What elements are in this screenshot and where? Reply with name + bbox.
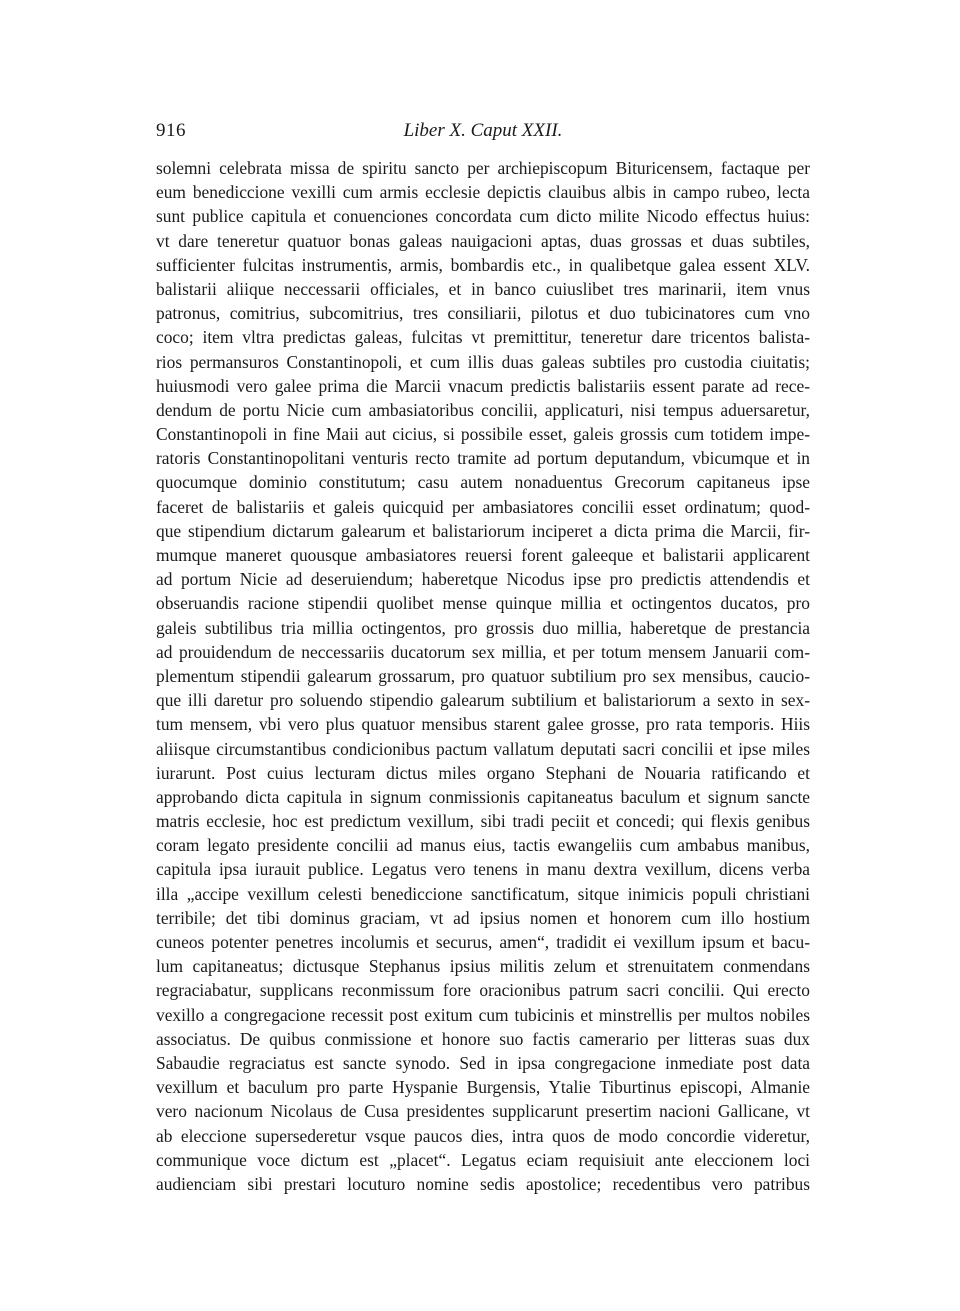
text-line: huiusmodi vero galee prima die Marcii vnacum predictis balistariis essent parate ad rece-: [156, 375, 810, 396]
text-line: patronus, comitrius, subcomitrius, tres consiliarii, pilotus et duo tubicinatores cum vno: [156, 303, 810, 324]
text-line: ratoris Constantinopolitani venturis recto tramite ad portum deputandum, vbicumque et in: [156, 448, 810, 469]
text-line: eum benediccione vexilli cum armis ecclesie depictis clauibus albis in campo rubeo, lecta: [156, 182, 810, 203]
text-line: que illi daretur pro soluendo stipendio galearum subtilium et balistariorum a sexto in sex-: [156, 690, 810, 711]
text-line: sunt publice capitula et conuenciones concordata cum dicto milite Nicodo effectus huius:: [156, 206, 810, 227]
text-line: aliisque circumstantibus condicionibus pactum vallatum deputati sacri concilii et ipse miles: [156, 738, 810, 759]
text-line: vt dare teneretur quatuor bonas galeas nauigacioni aptas, duas grossas et duas subtiles,: [156, 230, 810, 251]
text-line: rios permansuros Constantinopoli, et cum illis duas galeas subtiles pro custodia ciuitatis;: [156, 351, 810, 372]
text-line: sufficienter fulcitas instrumentis, armis, bombardis etc., in qualibetque galea essent XLV.: [156, 254, 810, 275]
text-line: terribile; det tibi dominus graciam, vt ad ipsius nomen et honorem cum illo hostium: [156, 907, 810, 928]
text-line: Sabaudie regraciatus est sancte synodo. Sed in ipsa congregacione inmediate post data: [156, 1052, 810, 1073]
text-line: que stipendium dictarum galearum et balistariorum inciperet a dicta prima die Marcii, fir-: [156, 520, 810, 541]
text-line: vexillum et baculum pro parte Hyspanie Burgensis, Ytalie Tiburtinus episcopi, Almanie: [156, 1077, 810, 1098]
text-line: plementum stipendii galearum grossarum, pro quatuor subtilium pro sex mensibus, caucio-: [156, 665, 810, 686]
text-line: lum capitaneatus; dictusque Stephanus ipsius militis zelum et strenuitatem conmendans: [156, 956, 810, 977]
text-line: associatus. De quibus conmissione et honore suo factis camerario per litteras suas dux: [156, 1028, 810, 1049]
text-line: communique voce dictum est „placet“. Legatus eciam requisiuit ante eleccionem loci: [156, 1149, 810, 1170]
text-line: solemni celebrata missa de spiritu sancto per archiepiscopum Bituricensem, factaque per: [156, 158, 810, 178]
text-line: coram legato presidente concilii ad manus eius, tactis ewangeliis cum ambabus manibus,: [156, 835, 810, 856]
text-line: ad portum Nicie ad deseruiendum; haberetque Nicodus ipse pro predictis attendendis et: [156, 569, 810, 590]
text-line: mumque maneret quousque ambasiatores reuersi forent galeeque et balistarii applicarent: [156, 545, 810, 565]
text-line: ad prouidendum de neccessariis ducatorum sex millia, et per totum mensem Januarii com-: [156, 641, 810, 662]
text-line: dendum de portu Nicie cum ambasiatoribus concilii, applicaturi, nisi tempus aduersaretur,: [156, 399, 810, 420]
text-line: matris ecclesie, hoc est predictum vexillum, sibi tradi peciit et concedi; qui flexis genibus: [156, 811, 810, 832]
text-line: faceret de balistariis et galeis quicquid per ambasiatores concilii esset ordinatum; quod-: [156, 496, 810, 517]
text-line: regraciabatur, supplicans reconmissum fore oracionibus patrum sacri concilii. Qui erecto: [156, 980, 810, 1001]
text-line: capitula ipsa iurauit publice. Legatus vero tenens in manu dextra vexillum, dicens verba: [156, 859, 810, 880]
text-line: Constantinopoli in fine Maii aut cicius, si possibile esset, galeis grossis cum totidem impe-: [156, 424, 810, 445]
text-line: coco; item vltra predictas galeas, fulcitas vt premittitur, teneretur dare tricentos balista-: [156, 327, 810, 348]
text-line: balistarii aliique neccessarii officiales, et in banco cuiuslibet tres marinarii, item vnus: [156, 278, 810, 299]
page-number: 916: [156, 120, 186, 141]
text-line: approbando dicta capitula in signum conmissionis capitaneatus baculum et signum sancte: [156, 786, 810, 807]
text-line: cuneos potenter penetres incolumis et securus, amen“, tradidit ei vexillum ipsum et bacu-: [156, 932, 810, 952]
text-line: audienciam sibi prestari locuturo nomine sedis apostolice; recedentibus vero patribus: [156, 1173, 810, 1194]
running-title: Liber X. Caput XXII.: [403, 120, 563, 141]
page-header: [156, 119, 810, 143]
text-line: quocumque dominio constitutum; casu autem nonaduentus Grecorum capitaneus ipse: [156, 472, 810, 493]
text-line: galeis subtilibus tria millia octingentos, pro grossis duo millia, haberetque de prestancia: [156, 617, 810, 638]
text-line: ab eleccione supersederetur vsque paucos dies, intra quos de modo concordie videretur,: [156, 1125, 810, 1146]
text-line: vero nacionum Nicolaus de Cusa presidentes supplicarunt presertim nacioni Gallicane, vt: [156, 1101, 810, 1122]
body-text: [156, 156, 810, 1196]
text-line: vexillo a congregacione recessit post exitum cum tubicinis et minstrellis per multos nobiles: [156, 1004, 810, 1025]
text-line: illa „accipe vexillum celesti benediccione sanctificatum, sitque inimicis populi christiani: [156, 883, 810, 904]
text-line: iurarunt. Post cuius lecturam dictus miles organo Stephani de Nouaria ratificando et: [156, 762, 810, 783]
text-line: obseruandis racione stipendii quolibet mense quinque millia et octingentos ducatos, pro: [156, 593, 810, 614]
text-line: tum mensem, vbi vero plus quatuor mensibus starent galee grosse, pro rata temporis. Hiis: [156, 714, 810, 735]
